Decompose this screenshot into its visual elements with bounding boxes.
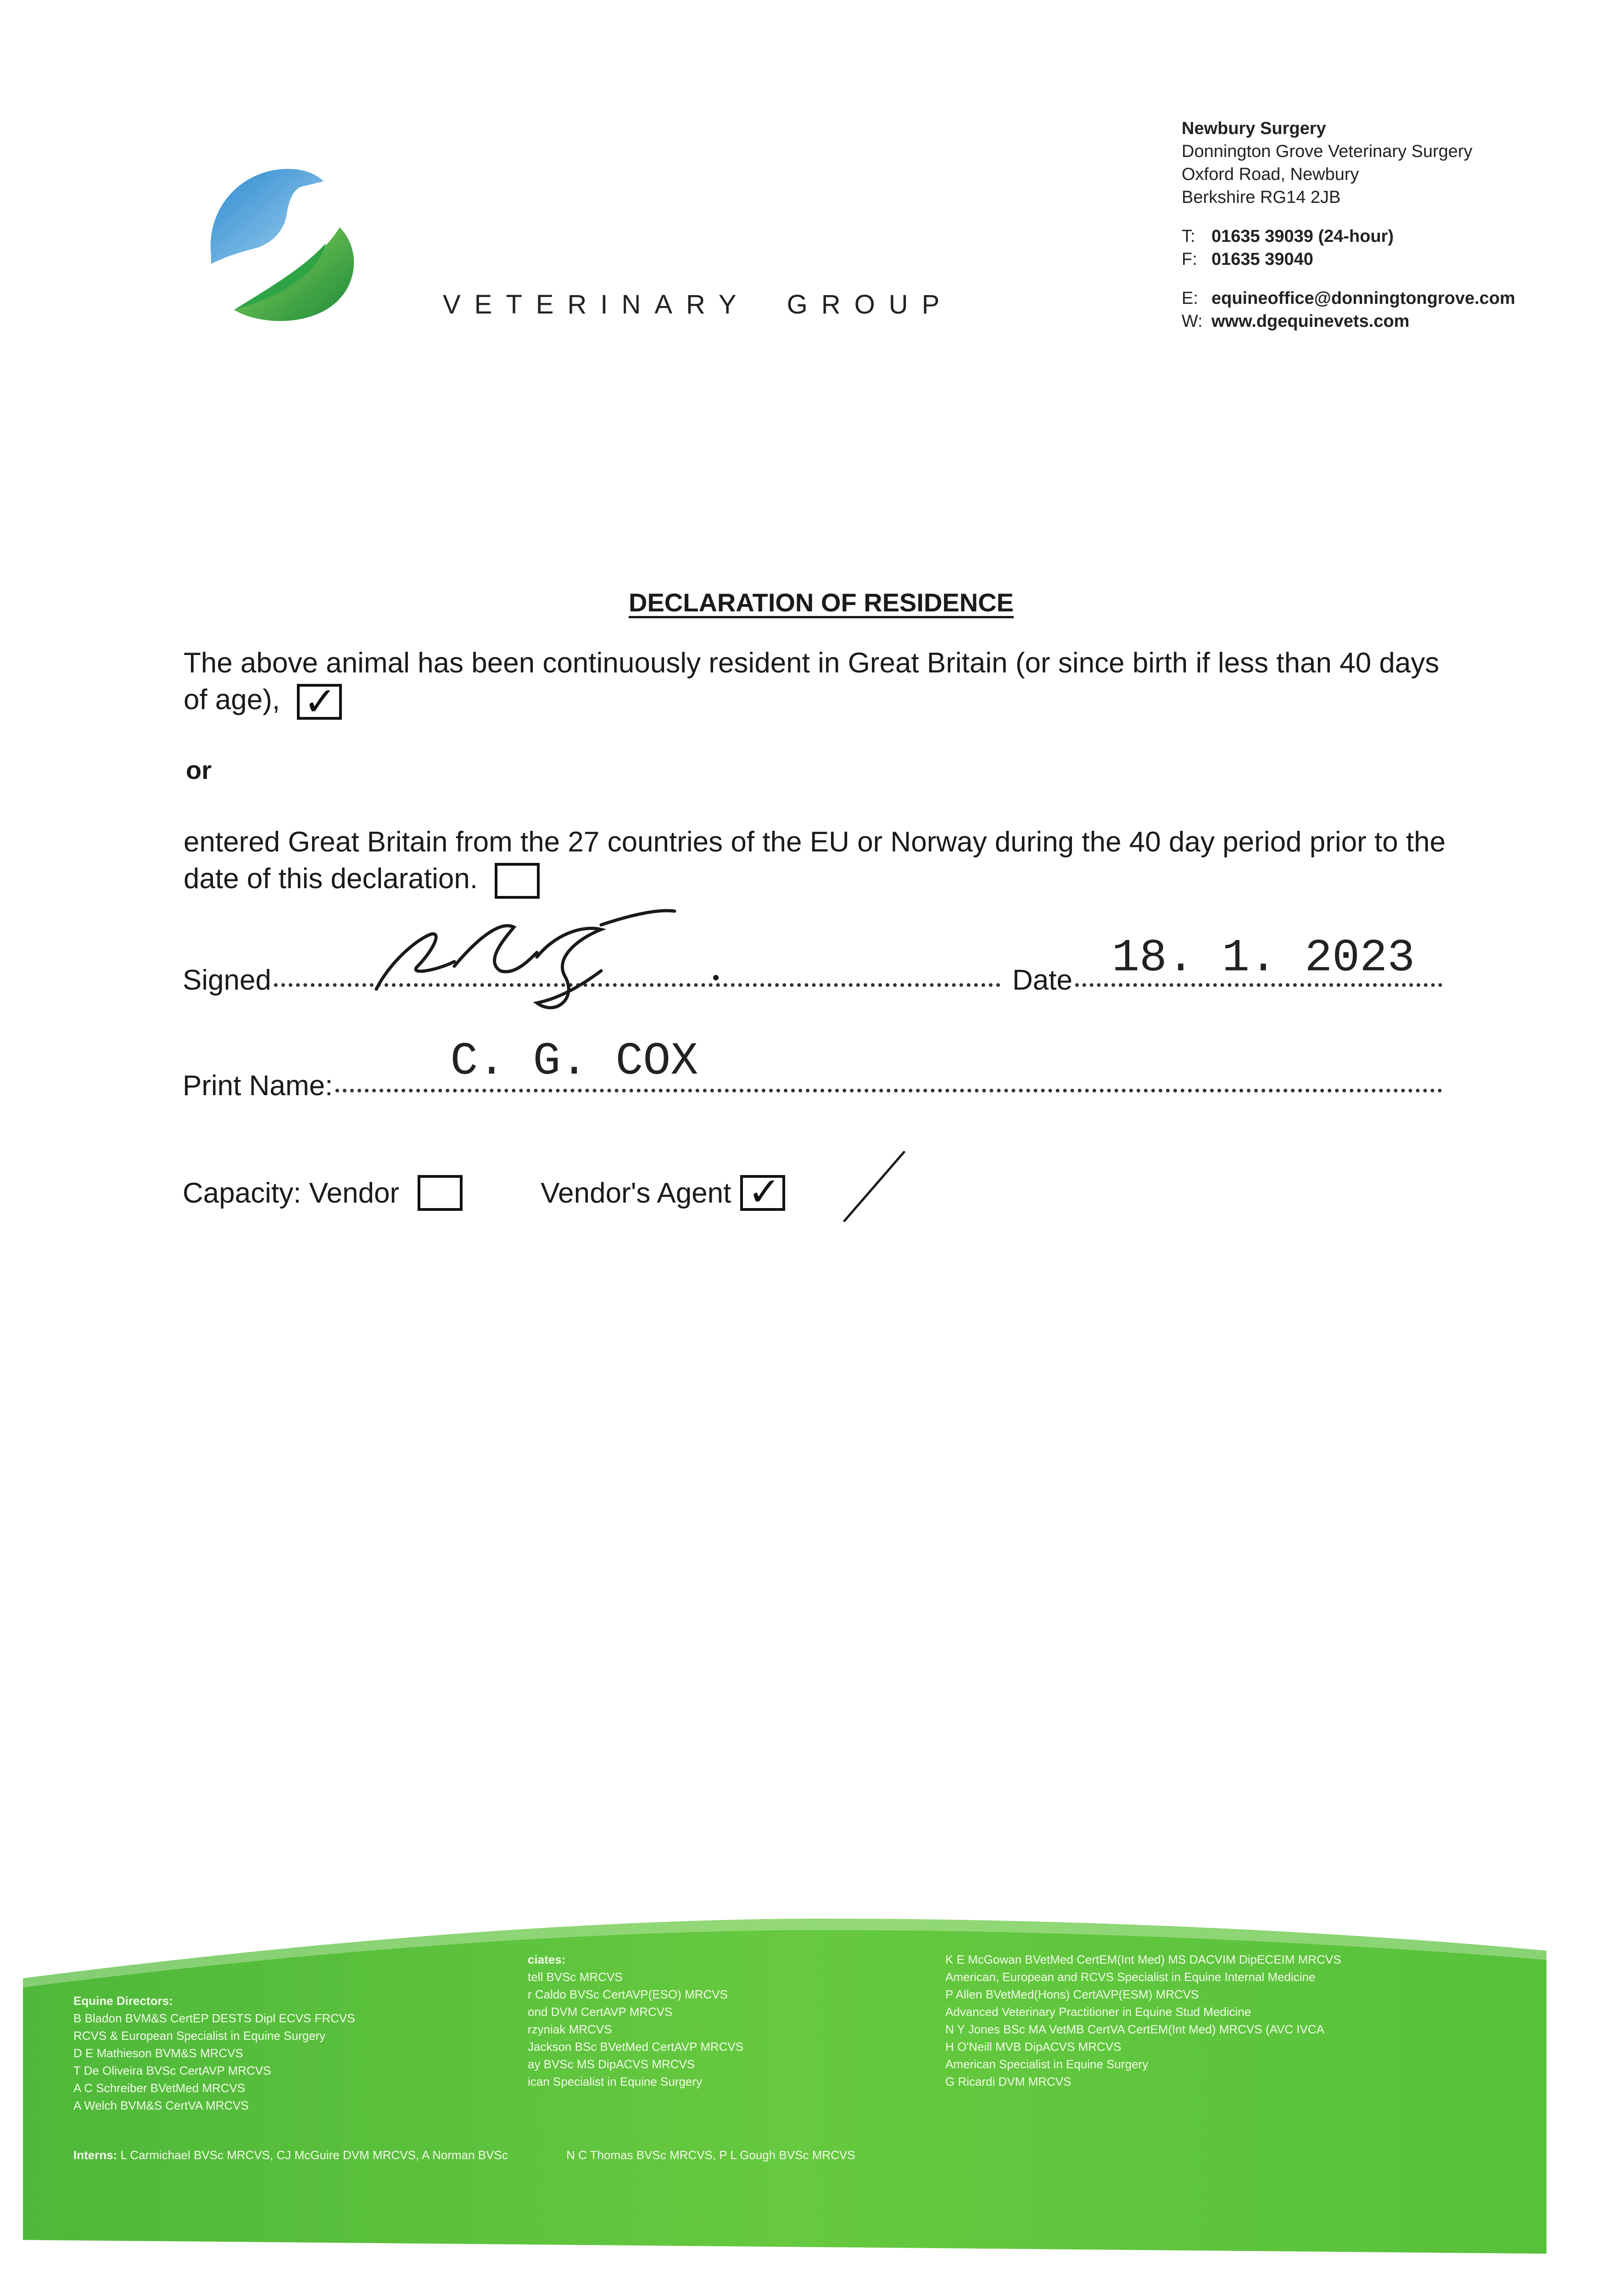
director-entry: B Bladon BVM&S CertEP DESTS Dipl ECVS FRCVS bbox=[73, 2011, 355, 2025]
address-line: Donnington Grove Veterinary Surgery bbox=[1182, 142, 1473, 161]
brand-veterinary: VETERINARY bbox=[443, 290, 750, 319]
phone-number: 01635 39039 (24-hour) bbox=[1211, 227, 1394, 246]
directors-heading: Equine Directors: bbox=[73, 1994, 173, 2008]
contact-block bbox=[1182, 117, 1515, 333]
brand-wordmark bbox=[443, 289, 953, 320]
vendors-agent-checkbox[interactable] bbox=[740, 1169, 785, 1215]
specialist-entry: H O'Neill MVB DipACVS MRCVS bbox=[945, 2040, 1122, 2054]
specialist-entry: N Y Jones BSc MA VetMB CertVA CertEM(Int Med) MRCVS (AVC IVCA bbox=[945, 2022, 1324, 2036]
specialist-entry: American Specialist in Equine Surgery bbox=[945, 2057, 1149, 2071]
entered-checkbox[interactable] bbox=[495, 863, 540, 899]
address-line: Berkshire RG14 2JB bbox=[1182, 188, 1341, 207]
director-entry: T De Oliveira BVSc CertAVP MRCVS bbox=[73, 2064, 271, 2077]
print-name-value: C. G. COX bbox=[450, 1036, 698, 1088]
website-link[interactable]: www.dgequinevets.com bbox=[1211, 312, 1410, 331]
interns-line bbox=[73, 2148, 855, 2162]
statement-entered bbox=[184, 824, 1450, 899]
capacity-label: Capacity: Vendor bbox=[183, 1177, 400, 1209]
or-separator: or bbox=[186, 756, 212, 784]
interns-list: L Carmichael BVSc MRCVS, CJ McGuire DVM MRCVS, A Norman BVSc bbox=[120, 2148, 508, 2162]
address-line: Oxford Road, Newbury bbox=[1182, 165, 1359, 184]
capacity-row bbox=[183, 1169, 785, 1215]
associate-entry: rzyniak MRCVS bbox=[528, 2022, 612, 2036]
associate-entry: r Caldo BVSc CertAVP(ESO) MRCVS bbox=[528, 1987, 728, 2001]
web-label: W: bbox=[1182, 312, 1203, 331]
associate-entry: ay BVSc MS DipACVS MRCVS bbox=[528, 2057, 695, 2071]
vendor-checkbox[interactable] bbox=[418, 1175, 463, 1211]
resident-checkbox[interactable] bbox=[297, 678, 342, 725]
specialists-column bbox=[945, 1951, 1551, 2090]
checkmark-icon: ✓ bbox=[748, 1169, 781, 1215]
email-label: E: bbox=[1182, 289, 1198, 308]
print-name-field[interactable] bbox=[335, 1036, 1442, 1092]
director-entry: A C Schreiber BVetMed MRCVS bbox=[73, 2081, 246, 2095]
print-name-row bbox=[183, 1036, 1445, 1102]
date-field[interactable] bbox=[1075, 933, 1442, 987]
statement-entered-text: entered Great Britain from the 27 countries of the EU or Norway during the 40 day period prior to the date of this declaration. bbox=[184, 826, 1446, 895]
directors-column bbox=[73, 1992, 486, 2114]
phone-label: T: bbox=[1182, 227, 1195, 246]
associate-entry: ican Specialist in Equine Surgery bbox=[528, 2075, 703, 2088]
interns-list-more: N C Thomas BVSc MRCVS, P L Gough BVSc MRCVS bbox=[566, 2148, 855, 2162]
interns-heading: Interns: bbox=[73, 2148, 117, 2162]
director-entry: D E Mathieson BVM&S MRCVS bbox=[73, 2046, 243, 2060]
veterinary-group-logo-icon bbox=[206, 158, 372, 324]
handwritten-signature bbox=[363, 907, 730, 1021]
print-name-label: Print Name: bbox=[183, 1070, 333, 1102]
director-entry: A Welch BVM&S CertVA MRCVS bbox=[73, 2099, 249, 2112]
signed-label: Signed bbox=[183, 964, 272, 996]
director-entry: RCVS & European Specialist in Equine Surgery bbox=[73, 2029, 326, 2043]
associate-entry: ond DVM CertAVP MRCVS bbox=[528, 2005, 673, 2019]
checkmark-icon: ✓ bbox=[303, 678, 337, 725]
associate-entry: tell BVSc MRCVS bbox=[528, 1970, 623, 1984]
specialist-entry: P Allen BVetMed(Hons) CertAVP(ESM) MRCVS bbox=[945, 1987, 1199, 2001]
page-title: DECLARATION OF RESIDENCE bbox=[629, 588, 1014, 617]
associates-heading: ciates: bbox=[528, 1953, 566, 1966]
brand-group: GROUP bbox=[787, 290, 954, 319]
specialist-entry: K E McGowan BVetMed CertEM(Int Med) MS DACVIM DipECEIM MRCVS bbox=[945, 1953, 1341, 1966]
date-value: 18. 1. 2023 bbox=[1112, 933, 1415, 985]
specialist-entry: G Ricardi DVM MRCVS bbox=[945, 2075, 1072, 2088]
specialist-entry: Advanced Veterinary Practitioner in Equine Stud Medicine bbox=[945, 2005, 1251, 2019]
associate-entry: Jackson BSc BVetMed CertAVP MRCVS bbox=[528, 2040, 744, 2054]
statement-resident bbox=[184, 645, 1450, 725]
date-label: Date bbox=[1012, 964, 1072, 996]
associates-column bbox=[528, 1951, 941, 2090]
fax-number: 01635 39040 bbox=[1211, 250, 1313, 269]
fax-label: F: bbox=[1182, 250, 1197, 269]
vendors-agent-label: Vendor's Agent bbox=[541, 1177, 731, 1209]
tick-flourish bbox=[840, 1148, 913, 1226]
specialist-entry: American, European and RCVS Specialist in Equine Internal Medicine bbox=[945, 1970, 1316, 1984]
email-link[interactable]: equineoffice@donningtongrove.com bbox=[1211, 289, 1515, 308]
statement-resident-text: The above animal has been continuously resident in Great Britain (or since birth if less than 40 days of age), bbox=[184, 647, 1440, 716]
surgery-name: Newbury Surgery bbox=[1182, 119, 1326, 138]
